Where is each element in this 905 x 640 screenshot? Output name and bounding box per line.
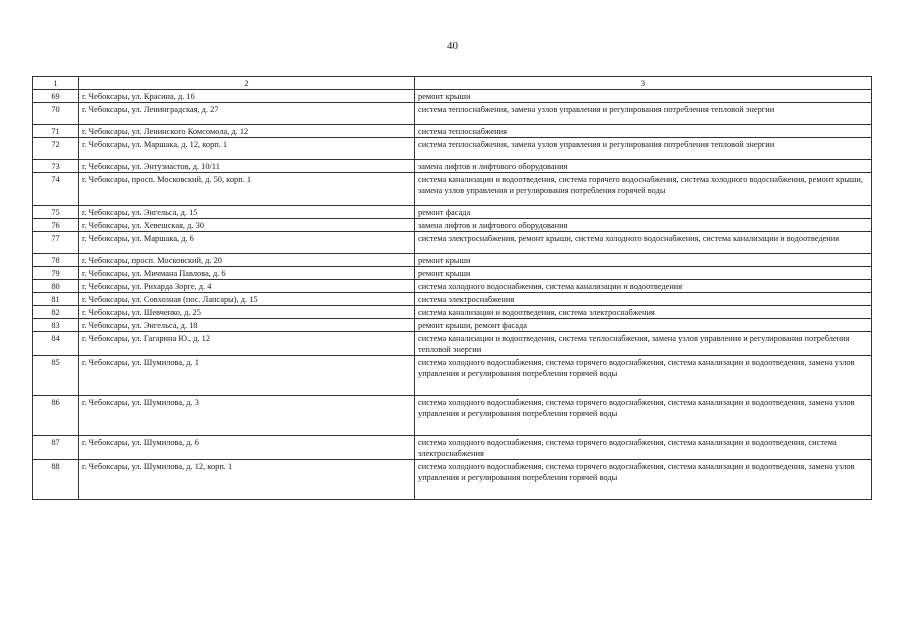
row-address-cell: г. Чебоксары, ул. Ленинградская, д. 27: [79, 103, 415, 125]
row-address-cell: г. Чебоксары, ул. Ленинского Комсомола, д. 12: [79, 125, 415, 138]
row-works-cell: ремонт фасада: [415, 206, 872, 219]
header-cell-number: 1: [33, 77, 79, 90]
header-cell-address: 2: [79, 77, 415, 90]
row-works-cell: система канализации и водоотведения, система теплоснабжения, замена узлов управления и регулирования потребления тепловой энергии: [415, 332, 872, 356]
table-row: [33, 280, 872, 293]
table-row: [33, 232, 872, 254]
row-address-cell: г. Чебоксары, ул. Хевешская, д. 30: [79, 219, 415, 232]
table-row: [33, 396, 872, 436]
row-works-cell: система теплоснабжения, замена узлов управления и регулирования потребления тепловой энергии: [415, 138, 872, 160]
row-address-cell: г. Чебоксары, ул. Шумилова, д. 1: [79, 356, 415, 396]
table-row: [33, 125, 872, 138]
row-works-cell: система холодного водоснабжения, система горячего водоснабжения, система канализации и водоотведения, замена узлов управления и регулирования потребления горячей воды: [415, 460, 872, 500]
row-number-cell: 78: [33, 254, 79, 267]
row-number-cell: 75: [33, 206, 79, 219]
row-number-cell: 69: [33, 90, 79, 103]
table-row: [33, 90, 872, 103]
table-header-row: [33, 77, 872, 90]
row-address-cell: г. Чебоксары, ул. Шевченко, д. 25: [79, 306, 415, 319]
row-number-cell: 84: [33, 332, 79, 356]
row-works-cell: система электроснабжения, ремонт крыши, система холодного водоснабжения, система канализации и водоотведения: [415, 232, 872, 254]
row-address-cell: г. Чебоксары, ул. Красина, д. 16: [79, 90, 415, 103]
works-table: [32, 76, 872, 500]
table-row: [33, 436, 872, 460]
row-number-cell: 79: [33, 267, 79, 280]
row-number-cell: 85: [33, 356, 79, 396]
row-works-cell: система канализации и водоотведения, система электроснабжения: [415, 306, 872, 319]
row-works-cell: система холодного водоснабжения, система горячего водоснабжения, система канализации и водоотведения, замена узлов управления и регулирования потребления горячей воды: [415, 356, 872, 396]
row-address-cell: г. Чебоксары, ул. Шумилова, д. 3: [79, 396, 415, 436]
page-number: 40: [447, 40, 458, 52]
row-address-cell: г. Чебоксары, ул. Мичмана Павлова, д. 6: [79, 267, 415, 280]
row-address-cell: г. Чебоксары, просп. Московский, д. 50, корп. 1: [79, 173, 415, 206]
row-number-cell: 81: [33, 293, 79, 306]
table-row: [33, 319, 872, 332]
row-works-cell: ремонт крыши: [415, 267, 872, 280]
row-address-cell: г. Чебоксары, ул. Совхозная (пос. Лапсары), д. 15: [79, 293, 415, 306]
row-number-cell: 87: [33, 436, 79, 460]
row-address-cell: г. Чебоксары, ул. Маршака, д. 12, корп. 1: [79, 138, 415, 160]
row-address-cell: г. Чебоксары, ул. Шумилова, д. 6: [79, 436, 415, 460]
row-number-cell: 76: [33, 219, 79, 232]
row-number-cell: 82: [33, 306, 79, 319]
row-works-cell: система канализации и водоотведения, система горячего водоснабжения, система холодного водоснабжения, ремонт крыши, замена узлов управления и регулирования потребления горячей воды: [415, 173, 872, 206]
row-works-cell: ремонт крыши, ремонт фасада: [415, 319, 872, 332]
row-works-cell: система холодного водоснабжения, система горячего водоснабжения, система канализации и водоотведения, замена узлов управления и регулирования потребления горячей воды: [415, 396, 872, 436]
table-row: [33, 138, 872, 160]
row-number-cell: 77: [33, 232, 79, 254]
table-row: [33, 332, 872, 356]
row-works-cell: система теплоснабжения: [415, 125, 872, 138]
row-works-cell: система холодного водоснабжения, система горячего водоснабжения, система канализации и водоотведения, система электроснабжения: [415, 436, 872, 460]
row-address-cell: г. Чебоксары, ул. Маршака, д. 6: [79, 232, 415, 254]
row-address-cell: г. Чебоксары, ул. Шумилова, д. 12, корп. 1: [79, 460, 415, 500]
row-address-cell: г. Чебоксары, ул. Гагарина Ю., д. 12: [79, 332, 415, 356]
row-works-cell: замена лифтов и лифтового оборудования: [415, 219, 872, 232]
row-number-cell: 80: [33, 280, 79, 293]
table-row: [33, 306, 872, 319]
table-row: [33, 254, 872, 267]
row-address-cell: г. Чебоксары, ул. Рихарда Зорге, д. 4: [79, 280, 415, 293]
row-number-cell: 71: [33, 125, 79, 138]
row-works-cell: система теплоснабжения, замена узлов управления и регулирования потребления тепловой энергии: [415, 103, 872, 125]
table-row: [33, 103, 872, 125]
row-number-cell: 72: [33, 138, 79, 160]
table-row: [33, 267, 872, 280]
header-cell-works: 3: [415, 77, 872, 90]
table-row: [33, 160, 872, 173]
table-row: [33, 293, 872, 306]
row-number-cell: 74: [33, 173, 79, 206]
table-row: [33, 219, 872, 232]
row-number-cell: 70: [33, 103, 79, 125]
row-address-cell: г. Чебоксары, просп. Московский, д. 20: [79, 254, 415, 267]
row-number-cell: 88: [33, 460, 79, 500]
row-address-cell: г. Чебоксары, ул. Энтузиастов, д. 10/11: [79, 160, 415, 173]
table-row: [33, 173, 872, 206]
row-number-cell: 83: [33, 319, 79, 332]
table-row: [33, 206, 872, 219]
row-works-cell: замена лифтов и лифтового оборудования: [415, 160, 872, 173]
row-works-cell: ремонт крыши: [415, 254, 872, 267]
row-works-cell: система холодного водоснабжения, система канализации и водоотведения: [415, 280, 872, 293]
row-address-cell: г. Чебоксары, ул. Энгельса, д. 18: [79, 319, 415, 332]
row-works-cell: ремонт крыши: [415, 90, 872, 103]
row-number-cell: 86: [33, 396, 79, 436]
row-address-cell: г. Чебоксары, ул. Энгельса, д. 15: [79, 206, 415, 219]
row-works-cell: система электроснабжения: [415, 293, 872, 306]
row-number-cell: 73: [33, 160, 79, 173]
table-row: [33, 356, 872, 396]
table-row: [33, 460, 872, 500]
